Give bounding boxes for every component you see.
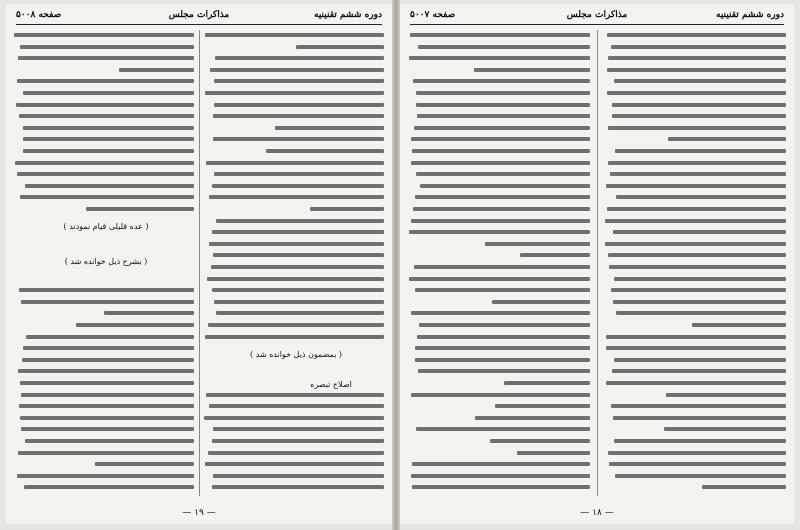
text-line xyxy=(212,439,384,443)
text-line xyxy=(21,427,194,431)
text-line xyxy=(23,91,194,95)
text-line xyxy=(23,126,194,130)
text-line xyxy=(17,172,194,176)
text-line xyxy=(209,404,384,408)
text-line xyxy=(14,33,194,37)
text-line xyxy=(215,56,384,60)
right-page-number: — ۱۸ — xyxy=(580,508,614,518)
text-line xyxy=(216,219,384,223)
text-line xyxy=(610,172,786,176)
left-note-1: ( عده قلیلی قیام نمودند ) xyxy=(63,222,149,231)
text-line xyxy=(606,335,786,339)
text-line xyxy=(492,300,590,304)
text-line xyxy=(614,358,786,362)
text-line xyxy=(668,137,786,141)
text-line xyxy=(417,335,590,339)
text-line xyxy=(413,207,590,211)
text-line xyxy=(104,311,194,315)
text-line xyxy=(613,416,786,420)
text-line xyxy=(23,149,194,153)
text-line xyxy=(607,68,786,72)
text-line xyxy=(411,219,590,223)
text-line xyxy=(666,393,786,397)
text-line xyxy=(24,485,194,489)
text-line xyxy=(415,346,590,350)
text-line xyxy=(608,56,786,60)
text-line xyxy=(18,369,194,373)
text-line xyxy=(616,311,786,315)
text-line xyxy=(214,172,384,176)
text-line xyxy=(615,474,786,478)
text-line xyxy=(606,381,786,385)
text-line xyxy=(210,68,384,72)
text-line xyxy=(15,161,194,165)
text-line xyxy=(414,126,590,130)
right-header-page: صفحه ۵۰۰۷ xyxy=(410,10,456,20)
text-line xyxy=(607,207,786,211)
text-line xyxy=(474,68,590,72)
text-line xyxy=(19,404,194,408)
text-line xyxy=(517,451,590,455)
left-note-2: ( بشرح ذیل خوانده شد ) xyxy=(64,257,148,266)
text-line xyxy=(20,45,194,49)
text-line xyxy=(119,68,194,72)
text-line xyxy=(211,265,384,269)
text-line xyxy=(410,33,590,37)
text-line xyxy=(611,404,786,408)
text-line xyxy=(609,265,786,269)
text-line xyxy=(611,288,786,292)
text-line xyxy=(409,230,590,234)
text-line xyxy=(605,242,786,246)
text-line xyxy=(416,427,590,431)
text-line xyxy=(415,195,590,199)
text-line xyxy=(209,242,384,246)
text-line xyxy=(412,149,590,153)
text-line xyxy=(417,114,590,118)
text-line xyxy=(206,161,384,165)
text-line xyxy=(26,335,194,339)
left-note-4: اصلاح تبصره xyxy=(310,380,352,389)
text-line xyxy=(607,33,786,37)
text-line xyxy=(411,161,590,165)
text-line xyxy=(296,45,384,49)
text-line xyxy=(412,462,590,466)
text-line xyxy=(20,195,194,199)
text-line xyxy=(409,277,590,281)
text-line xyxy=(214,300,384,304)
text-line xyxy=(205,335,384,339)
text-line xyxy=(18,451,194,455)
left-header-title: مذاکرات مجلس xyxy=(168,10,230,20)
text-line xyxy=(616,195,786,199)
left-column-divider xyxy=(199,30,200,496)
text-line xyxy=(409,56,590,60)
text-line xyxy=(76,323,194,327)
text-line xyxy=(608,126,786,130)
text-line xyxy=(205,91,384,95)
text-line xyxy=(664,427,786,431)
text-line xyxy=(612,103,786,107)
text-line xyxy=(275,126,384,130)
text-line xyxy=(613,300,786,304)
text-line xyxy=(605,219,786,223)
right-page-left-column xyxy=(408,30,590,500)
left-page-header xyxy=(16,8,382,25)
right-column-divider xyxy=(597,30,598,496)
text-line xyxy=(416,172,590,176)
text-line xyxy=(208,323,384,327)
text-line xyxy=(212,288,384,292)
text-line xyxy=(213,114,384,118)
left-page-right-column xyxy=(204,30,384,500)
text-line xyxy=(86,207,194,211)
text-line xyxy=(205,462,384,466)
text-line xyxy=(614,79,786,83)
text-line xyxy=(19,288,194,292)
text-line xyxy=(608,253,786,257)
text-line xyxy=(415,358,590,362)
left-page xyxy=(6,4,392,524)
text-line xyxy=(208,451,384,455)
text-line xyxy=(611,45,786,49)
text-line xyxy=(205,33,384,37)
text-line xyxy=(414,265,590,269)
text-line xyxy=(212,485,384,489)
text-line xyxy=(212,184,384,188)
left-header-page: صفحه ۵۰۰۸ xyxy=(16,10,62,20)
text-line xyxy=(606,184,786,188)
text-line xyxy=(212,230,384,234)
text-line xyxy=(607,91,786,95)
text-line xyxy=(416,103,590,107)
text-line xyxy=(419,323,590,327)
right-page-right-column xyxy=(604,30,786,500)
text-line xyxy=(207,277,384,281)
text-line xyxy=(214,79,384,83)
text-line xyxy=(213,474,384,478)
text-line xyxy=(25,439,194,443)
text-line xyxy=(213,137,384,141)
text-line xyxy=(495,404,590,408)
left-page-number: — ۱۹ — xyxy=(182,508,216,518)
text-line xyxy=(612,114,786,118)
text-line xyxy=(420,184,590,188)
right-header-session: دوره ششم تقنینیه xyxy=(716,10,784,20)
text-line xyxy=(614,277,786,281)
text-line xyxy=(485,242,590,246)
text-line xyxy=(608,161,786,165)
text-line xyxy=(21,393,194,397)
text-line xyxy=(411,393,590,397)
book-gutter xyxy=(392,0,400,530)
right-page-header xyxy=(410,8,784,25)
text-line xyxy=(504,381,590,385)
text-line xyxy=(21,300,194,304)
text-line xyxy=(23,346,194,350)
text-line xyxy=(418,45,590,49)
text-line xyxy=(16,103,194,107)
text-line xyxy=(20,416,194,420)
text-line xyxy=(411,137,590,141)
text-line xyxy=(520,253,590,257)
text-line xyxy=(206,393,384,397)
text-line xyxy=(418,369,590,373)
text-line xyxy=(20,381,194,385)
text-line xyxy=(606,346,786,350)
text-line xyxy=(213,253,384,257)
text-line xyxy=(411,311,590,315)
text-line xyxy=(19,114,194,118)
text-line xyxy=(25,184,194,188)
text-line xyxy=(17,79,194,83)
text-line xyxy=(490,439,590,443)
text-line xyxy=(17,474,194,478)
text-line xyxy=(702,485,786,489)
text-line xyxy=(266,149,384,153)
text-line xyxy=(615,149,786,153)
text-line xyxy=(608,451,786,455)
text-line xyxy=(18,56,194,60)
text-line xyxy=(413,79,590,83)
left-note-3: ( بمضمون ذیل خوانده شد ) xyxy=(249,350,343,359)
text-line xyxy=(95,462,194,466)
text-line xyxy=(411,474,590,478)
text-line xyxy=(213,427,384,431)
text-line xyxy=(415,288,590,292)
text-line xyxy=(614,439,786,443)
left-header-session: دوره ششم تقنینیه xyxy=(314,10,382,20)
text-line xyxy=(216,311,384,315)
text-line xyxy=(613,230,786,234)
text-line xyxy=(204,416,384,420)
text-line xyxy=(23,137,194,141)
text-line xyxy=(609,462,786,466)
text-line xyxy=(475,416,590,420)
text-line xyxy=(692,323,786,327)
text-line xyxy=(209,195,384,199)
text-line xyxy=(214,103,384,107)
text-line xyxy=(412,485,590,489)
right-page xyxy=(400,4,794,524)
text-line xyxy=(612,369,786,373)
text-line xyxy=(22,358,194,362)
text-line xyxy=(310,207,384,211)
text-line xyxy=(416,91,590,95)
right-header-title: مذاکرات مجلس xyxy=(566,10,628,20)
